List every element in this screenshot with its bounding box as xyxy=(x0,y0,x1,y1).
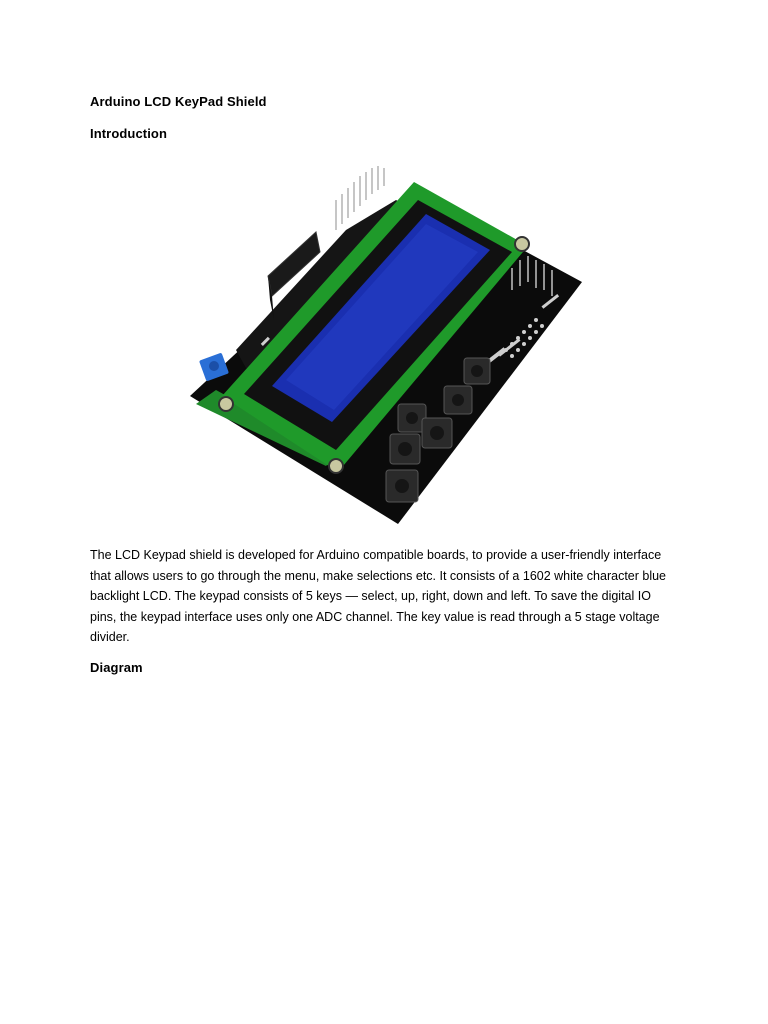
select-button xyxy=(386,470,418,502)
paragraph-line: that allows users to go through the menu, make selections etc. It consists of a 1602 white character blue xyxy=(90,568,667,583)
mounting-hole xyxy=(329,459,343,473)
introduction-heading: Introduction xyxy=(90,126,168,141)
mounting-hole xyxy=(515,237,529,251)
rst-button xyxy=(464,358,490,384)
paragraph-line: backlight LCD. The keypad consists of 5 keys — select, up, right, down and left. To save the digital IO xyxy=(90,589,651,603)
document-title: Arduino LCD KeyPad Shield xyxy=(90,94,267,109)
lcd-keypad-shield-photo xyxy=(186,160,584,528)
mounting-hole xyxy=(219,397,233,411)
paragraph-line: The LCD Keypad shield is developed for Arduino compatible boards, to provide a user-friendly interface xyxy=(90,548,662,562)
down-button xyxy=(422,418,452,448)
paragraph-line: divider. xyxy=(90,630,130,644)
right-button xyxy=(444,386,472,414)
paragraph-line: pins, the keypad interface uses only one ADC channel. The key value is read through a 5 stage voltage xyxy=(90,609,660,624)
diagram-heading: Diagram xyxy=(90,660,143,675)
introduction-paragraph xyxy=(90,545,690,648)
left-button xyxy=(390,434,420,464)
